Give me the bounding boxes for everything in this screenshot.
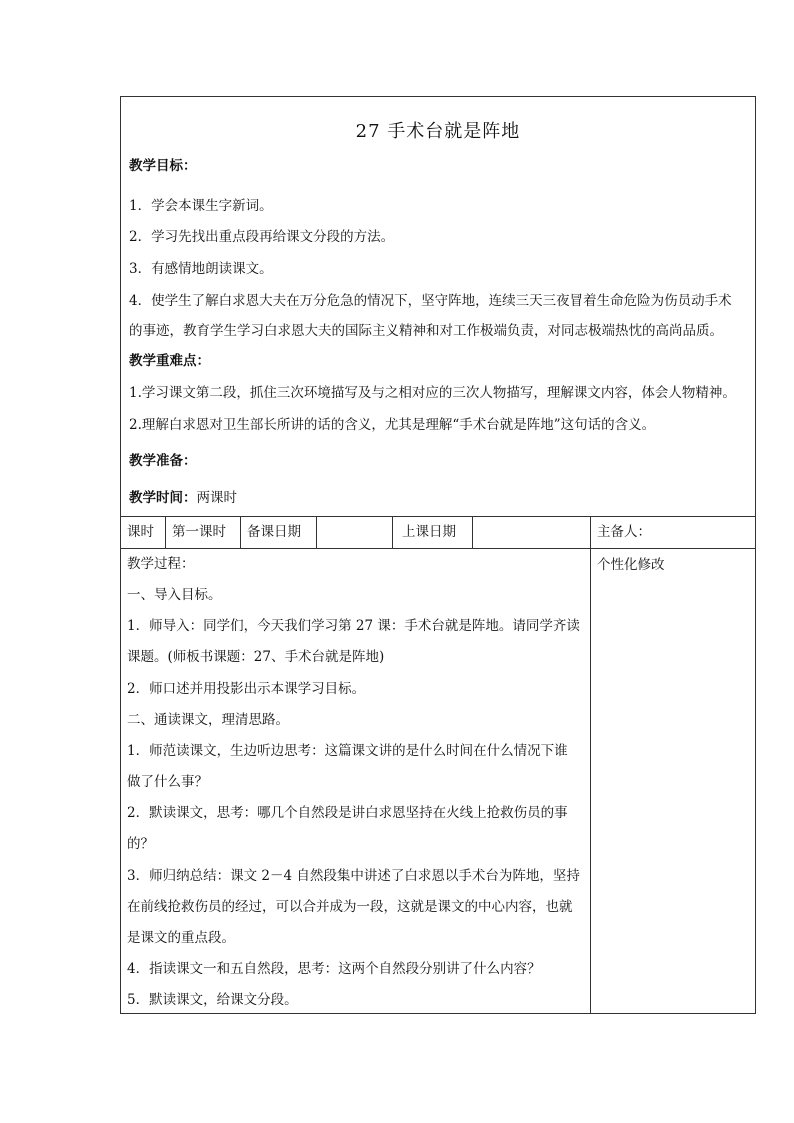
difficulty-item: 1.学习课文第二段，抓住三次环境描写及与之相对应的三次人物描写，理解课文内容，体会人物精神。 [129, 385, 736, 401]
lesson-value: 第一课时 [172, 524, 226, 540]
difficulties-heading: 教学重难点： [129, 353, 210, 369]
goal-item: 1．学会本课生字新词。 [129, 198, 273, 214]
cell-divider [472, 516, 473, 548]
page-title: 27 手术台就是阵地 [355, 121, 521, 142]
process-line: 教学过程： [127, 556, 195, 572]
side-notes-label: 个性化修改 [597, 557, 665, 573]
lesson-plan-table [120, 96, 756, 1014]
prep-date-label: 备课日期 [247, 524, 301, 540]
time-row [129, 483, 747, 514]
column-divider [590, 516, 591, 1014]
cell-divider [316, 516, 317, 548]
time-heading: 教学时间： [129, 490, 197, 506]
cell-divider [165, 516, 166, 548]
cell-divider [392, 516, 393, 548]
process-line: 的？ [127, 836, 154, 852]
process-line: 在前线抢救伤员的经过，可以合并成为一段，这就是课文的中心内容，也就 [127, 899, 573, 915]
process-line: 2．师口述并用投影出示本课学习目标。 [127, 681, 366, 697]
process-line: 3．师归纳总结：课文 2－4 自然段集中讲述了白求恩以手术台为阵地，坚持 [127, 868, 580, 884]
goal-item: 3．有感情地朗读课文。 [129, 261, 273, 277]
process-line: 1．师导入：同学们，今天我们学习第 27 课：手术台就是阵地。请同学齐读 [127, 618, 580, 634]
class-date-label: 上课日期 [402, 524, 456, 540]
process-line: 4．指读课文一和五自然段，思考：这两个自然段分别讲了什么内容？ [127, 961, 541, 977]
process-line: 课题。(师板书课题：27、手术台就是阵地) [127, 649, 385, 665]
process-line: 2．默读课文，思考：哪几个自然段是讲白求恩坚持在火线上抢救伤员的事 [127, 805, 568, 821]
lesson-overview [121, 97, 755, 516]
process-line: 二、通读课文，理清思路。 [127, 712, 289, 728]
divider [121, 516, 755, 517]
difficulty-item: 2.理解白求恩对卫生部长所讲的话的含义，尤其是理解“手术台就是阵地”这句话的含义。 [129, 417, 656, 433]
preparer-label: 主备人： [597, 524, 651, 540]
prep-heading: 教学准备： [129, 453, 197, 469]
goal-item: 的事迹，教育学生学习白求恩大夫的国际主义精神和对工作极端负责，对同志极端热忱的高尚品质。 [129, 323, 723, 339]
process-line: 做了什么事？ [127, 774, 208, 790]
process-line: 是课文的重点段。 [127, 930, 235, 946]
goal-item: 4．使学生了解白求恩大夫在万分危急的情况下，坚守阵地，连续三天三夜冒着生命危险为伤员动手术 [129, 293, 732, 309]
goal-item: 2．学习先找出重点段再给课文分段的方法。 [129, 229, 395, 245]
process-line: 1．师范读课文，生边听边思考：这篇课文讲的是什么时间在什么情况下谁 [127, 743, 568, 759]
process-line: 5．默读课文，给课文分段。 [127, 992, 298, 1008]
cell-divider [240, 516, 241, 548]
lesson-label: 课时 [127, 524, 154, 540]
goals-heading: 教学目标： [129, 158, 197, 174]
time-value: 两课时 [196, 490, 237, 506]
process-line: 一、导入目标。 [127, 587, 222, 603]
